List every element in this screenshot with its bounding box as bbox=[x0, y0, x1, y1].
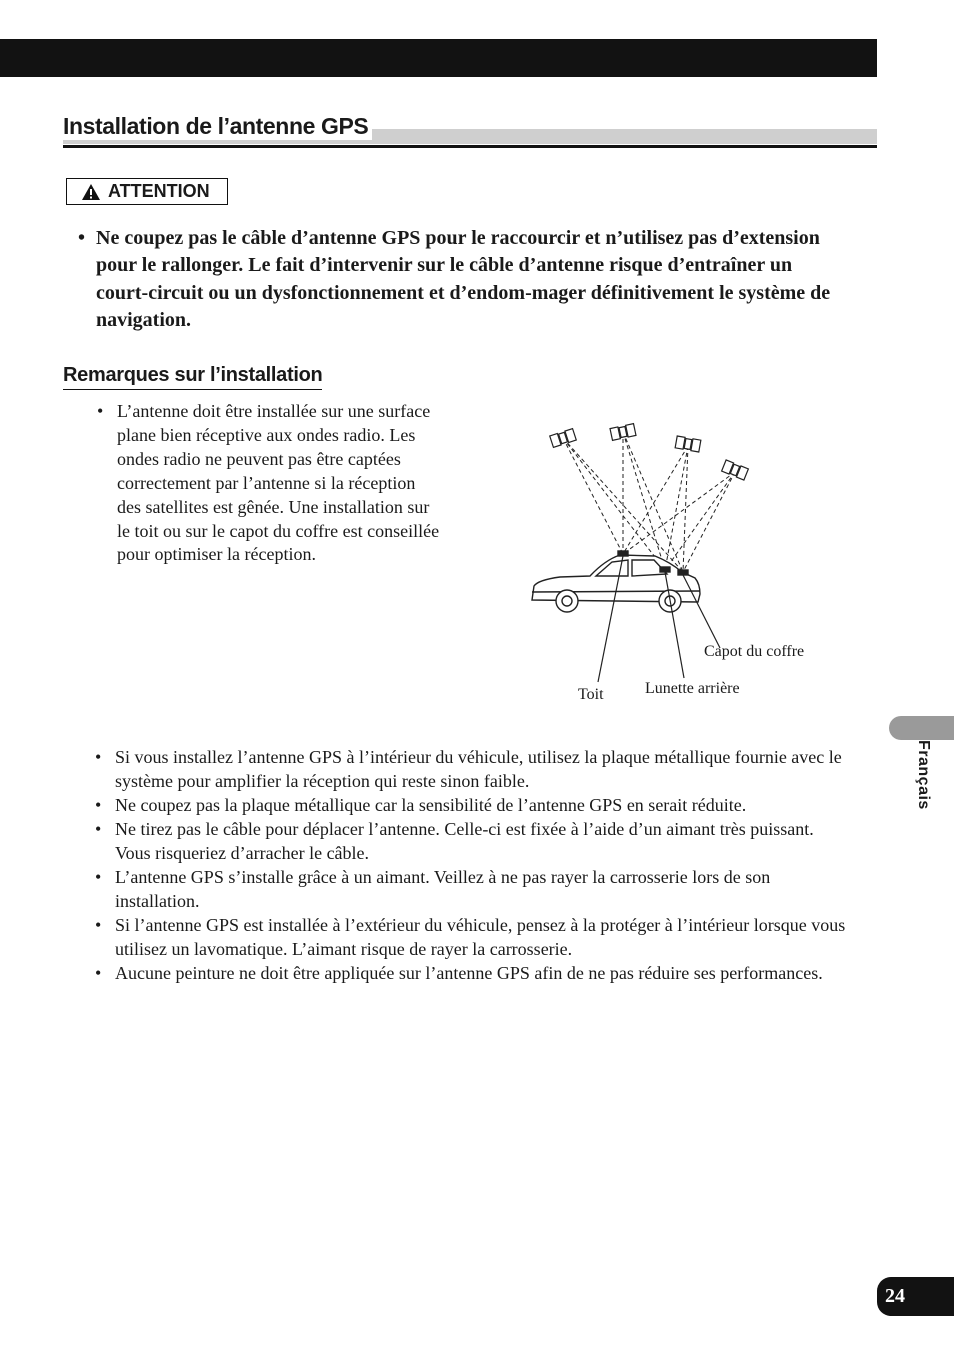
label-rear-window: Lunette arrière bbox=[645, 680, 740, 697]
installation-notes-list bbox=[95, 745, 850, 985]
warning-triangle-icon bbox=[81, 183, 101, 201]
remarks-intro-list bbox=[97, 400, 442, 567]
language-tab bbox=[889, 716, 954, 740]
label-trunk: Capot du coffre bbox=[704, 643, 805, 660]
attention-box bbox=[66, 178, 228, 205]
gps-antenna-diagram bbox=[520, 410, 850, 720]
page-title: Installation de l’antenne GPS bbox=[63, 112, 372, 140]
list-item: • Si vous installez l’antenne GPS à l’intérieur du véhicule, utilisez la plaque métallique fournie avec le système pour amplifier la réception qui reste sinon faible. bbox=[95, 745, 850, 793]
list-item: • L’antenne GPS s’installe grâce à un aimant. Veillez à ne pas rayer la carrosserie lors de son installation. bbox=[95, 865, 850, 913]
list-item: • Ne tirez pas le câble pour déplacer l’antenne. Celle-ci est fixée à l’aide d’un aimant très puissant. Vous risqueriez d’arracher le câble. bbox=[95, 817, 850, 865]
list-item: • Aucune peinture ne doit être appliquée sur l’antenne GPS afin de ne pas réduire ses performances. bbox=[95, 961, 850, 985]
label-roof: Toit bbox=[578, 686, 604, 703]
list-item: • Si l’antenne GPS est installée à l’extérieur du véhicule, pensez à la protéger à l’intérieur lorsque vous utilisez un lavomatique. L’aimant risque de rayer la carrosserie. bbox=[95, 913, 850, 961]
language-label: Français bbox=[915, 740, 932, 810]
remarks-intro-item: • L’antenne doit être installée sur une surface plane bien réceptive aux ondes radio. Les ondes radio ne peuvent pas être captées correctement par l’antenne si la réception des satellites est gênée. Une installation sur le toit ou sur le capot du coffre est conseillée pour optimiser la réception. bbox=[97, 400, 442, 567]
section-header bbox=[63, 112, 877, 148]
remarks-heading: Remarques sur l’installation bbox=[63, 364, 322, 390]
list-item: • Ne coupez pas la plaque métallique car la sensibilité de l’antenne GPS en serait réduite. bbox=[95, 793, 850, 817]
header-rule bbox=[63, 145, 877, 148]
header-bar bbox=[0, 39, 877, 77]
attention-label: ATTENTION bbox=[108, 181, 210, 201]
warning-list bbox=[78, 225, 838, 334]
car-satellite-illustration bbox=[520, 410, 850, 720]
page-number: 24 bbox=[877, 1277, 954, 1316]
warning-item: • Ne coupez pas le câble d’antenne GPS pour le raccourcir et n’utilisez pas d’extension pour le rallonger. Le fait d’intervenir sur le câble d’antenne risque d’entraîner un court-circuit ou un dysfonctionnement et d’endom-mager définitivement le système de navigation. bbox=[78, 225, 838, 334]
